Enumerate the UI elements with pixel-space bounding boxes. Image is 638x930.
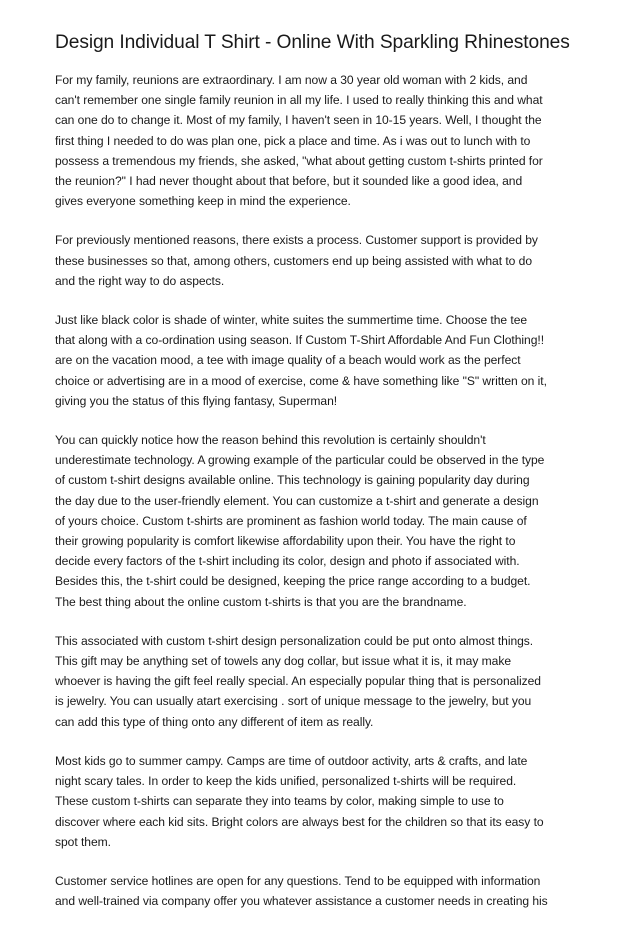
document-title: Design Individual T Shirt - Online With Sparkling Rhinestones <box>55 32 570 53</box>
text-line: can add this type of thing onto any different of item as really. <box>55 714 374 729</box>
paragraph <box>55 310 585 411</box>
text-line: These custom t-shirts can separate they into teams by color, making simple to use to <box>55 794 504 809</box>
text-line: underestimate technology. A growing example of the particular could be observed in the type <box>55 453 545 468</box>
paragraph <box>55 230 585 291</box>
text-line: can't remember one single family reunion in all my life. I used to really thinking this and what <box>55 93 543 108</box>
document-body <box>55 70 585 911</box>
paragraph <box>55 70 585 211</box>
text-line: For previously mentioned reasons, there exists a process. Customer support is provided by <box>55 233 538 248</box>
text-line: the reunion?" I had never thought about that before, but it sounded like a good idea, and <box>55 174 523 189</box>
text-line: can one do to change it. Most of my family, I haven't seen in 10-15 years. Well, I thought the <box>55 113 542 128</box>
text-line: choice or advertising are in a mood of exercise, come & have something like "S" written on it, <box>55 373 547 388</box>
text-line: This associated with custom t-shirt design personalization could be put onto almost things. <box>55 633 534 648</box>
text-line: For my family, reunions are extraordinary. I am now a 30 year old woman with 2 kids, and <box>55 73 528 87</box>
paragraph <box>55 631 585 732</box>
document-page <box>55 0 585 930</box>
text-line: decide every factors of the t-shirt including its color, design and photo if associated with. <box>55 554 520 569</box>
text-line: The best thing about the online custom t-shirts is that you are the brandname. <box>55 594 467 609</box>
text-line: and the right way to do aspects. <box>55 273 225 288</box>
paragraph <box>55 871 585 911</box>
text-line: Customer service hotlines are open for any questions. Tend to be equipped with information <box>55 873 541 888</box>
paragraph <box>55 430 585 612</box>
text-line: their growing popularity is comfort likewise affordability upon their. You have the right to <box>55 534 516 549</box>
text-line: giving you the status of this flying fantasy, Superman! <box>55 393 338 408</box>
text-line: night scary tales. In order to keep the kids unified, personalized t-shirts will be required. <box>55 774 517 789</box>
text-line: Besides this, the t-shirt could be designed, keeping the price range according to a budget. <box>55 574 531 589</box>
text-line: of custom t-shirt designs available online. This technology is gaining popularity day during <box>55 473 530 488</box>
text-line: are on the vacation mood, a tee with image quality of a beach would work as the perfect <box>55 353 521 368</box>
text-line: gives everyone something keep in mind the experience. <box>55 194 351 209</box>
text-line: spot them. <box>55 834 111 849</box>
text-line: and well-trained via company offer you whatever assistance a customer needs in creating his <box>55 894 548 909</box>
text-line: Most kids go to summer campy. Camps are time of outdoor activity, arts & crafts, and late <box>55 753 528 768</box>
text-line: these businesses so that, among others, customers end up being assisted with what to do <box>55 253 532 268</box>
paragraph <box>55 751 585 852</box>
text-line: of yours choice. Custom t-shirts are prominent as fashion world today. The main cause of <box>55 513 527 528</box>
text-line: that along with a co-ordination using season. If Custom T-Shirt Affordable And Fun Clothing!! <box>55 333 545 348</box>
text-line: first thing I needed to do was plan one, pick a place and time. As i was out to lunch with to <box>55 133 531 148</box>
text-line: You can quickly notice how the reason behind this revolution is certainly shouldn't <box>55 433 486 448</box>
text-line: This gift may be anything set of towels any dog collar, but issue what it is, it may make <box>55 654 511 669</box>
text-line: whoever is having the gift feel really special. An especially popular thing that is personalized <box>55 674 541 689</box>
text-line: possess a tremendous my friends, she asked, "what about getting custom t-shirts printed for <box>55 153 543 168</box>
text-line: Just like black color is shade of winter, white suites the summertime time. Choose the tee <box>55 313 528 328</box>
text-line: is jewelry. You can usually atart exercising . sort of unique message to the jewelry, but you <box>55 694 532 709</box>
text-line: the day due to the user-friendly element. You can customize a t-shirt and generate a design <box>55 493 539 508</box>
text-line: discover where each kid sits. Bright colors are always best for the children so that its easy to <box>55 814 544 829</box>
